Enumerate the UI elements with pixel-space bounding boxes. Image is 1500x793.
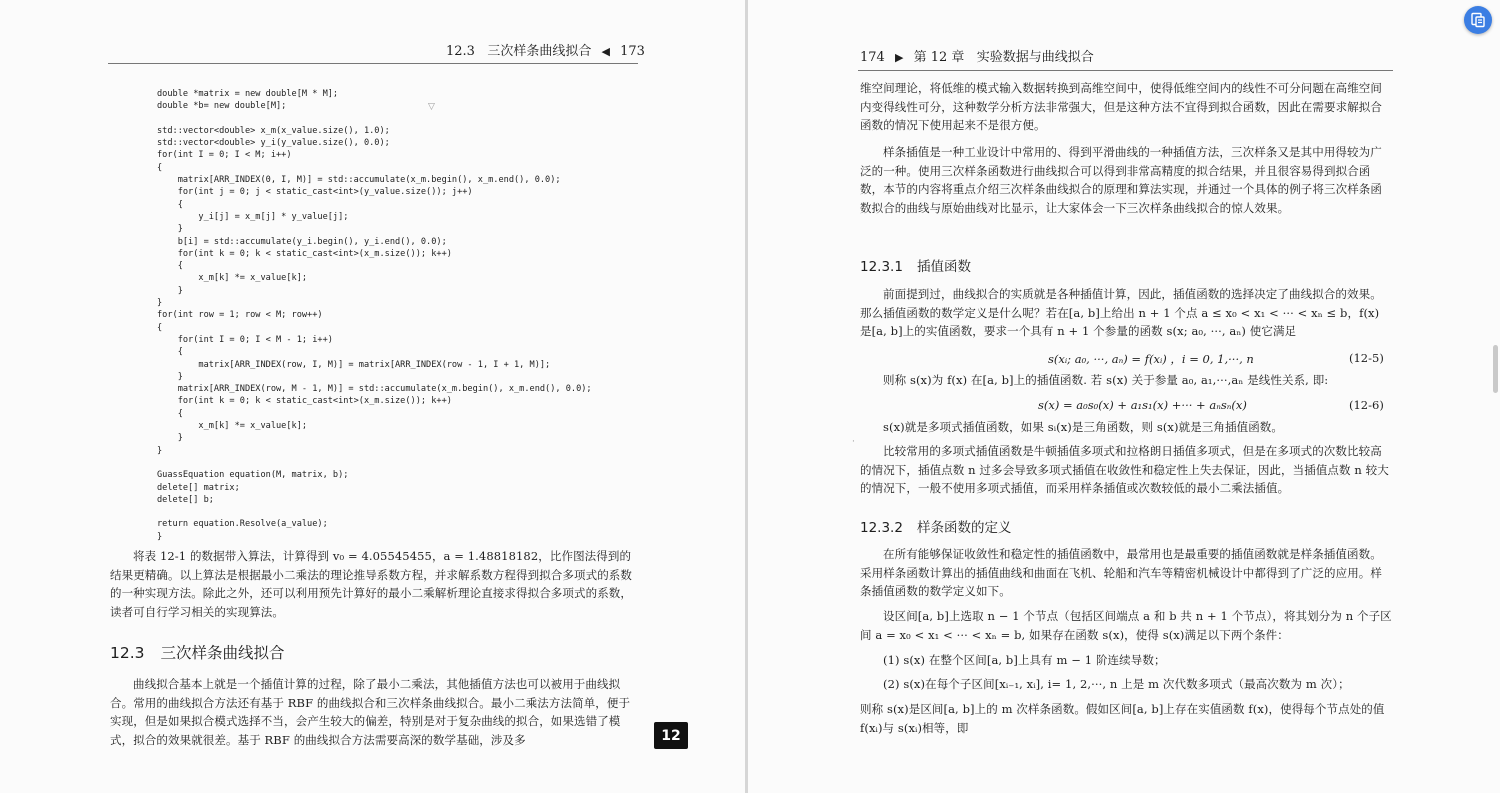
right-para-5 [860, 418, 1392, 437]
running-head-section-title: 三次样条曲线拟合 [487, 44, 592, 59]
right-para-5-text: s(x)就是多项式插值函数，如果 sᵢ(x)是三角函数，则 s(x)就是三角插值函数。 [883, 420, 1284, 434]
subsection-heading-2 [860, 516, 1025, 536]
right-para-4-text: 则称 s(x)为 f(x) 在[a, b]上的插值函数. 若 s(x) 关于参量 a₀, a₁,···,aₙ 是线性关系, 即: [883, 373, 1329, 387]
right-para-2-text: 样条插值是一种工业设计中常用的、得到平滑曲线的一种插值方法，三次样条又是其中用得较为广泛的一种。使用三次样条函数进行曲线拟合可以得到非常高精度的拟合结果，并且很容易得到拟合函数，本节的内容将重点介绍三次样条曲线拟合的原理和算法实现，并通过一个具体的例子将三次样条函数拟合的曲线与原始曲线对比显示，让大家体会一下三次样条曲线拟合的惊人效果。 [860, 145, 1382, 215]
subsection-2-number: 12.3.2 [860, 520, 903, 536]
right-para-9-text: 则称 s(x)是区间[a, b]上的 m 次样条函数。假如区间[a, b]上存在实值函数 f(x)，使得每个节点处的值 f(xᵢ)与 s(xᵢ)相等，即 [860, 702, 1385, 735]
chapter-title: 实验数据与曲线拟合 [976, 50, 1094, 65]
right-para-4 [860, 371, 1392, 390]
condition-2 [860, 675, 1392, 694]
right-para-6-text: 比较常用的多项式插值函数是牛顿插值多项式和拉格朗日插值多项式，但是在多项式的次数比较高的情况下，插值点数 n 过多会导致多项式插值在收敛性和稳定性上失去保证，因此，当插值点数 n 较大的情况下，一般不使用多项式插值，而采用样条插值或次数较低的最小二乘法插值。 [860, 444, 1389, 495]
chapter-label: 第 12 章 [913, 50, 965, 65]
intro-paragraph-text: 曲线拟合基本上就是一个插值计算的过程，除了最小二乘法，其他插值方法也可以被用于曲线拟合。常用的曲线拟合方法还有基于 RBF 的曲线拟合和三次样条曲线拟合。最小二乘法方法简单，便于实现，但是如果拟合模式选择不当，会产生较大的偏差，特别是对于复杂曲线的拟合，如果选错了模式，拟合的效果就很差。基于 RBF 的曲线拟合方法需要高深的数学基础，涉及多 [110, 677, 631, 747]
subsection-2-title: 样条函数的定义 [916, 520, 1012, 536]
left-arrow-icon: ◀ [601, 45, 610, 58]
right-para-3-text: 前面提到过，曲线拟合的实质就是各种插值计算，因此，插值函数的选择决定了曲线拟合的效果。那么插值函数的数学定义是什么呢？若在[a, b]上给出 n + 1 个点 a ≤ x₀ < x₁ < ··· < xₙ ≤ b，f(x) 是[a, b]上的实值函数，要求一个具有 n + 1 个参量的函数 s(x; a₀, ···, aₙ) 使它满足 [860, 287, 1382, 338]
code-listing: double *matrix = new double[M * M]; double *b= new double[M]; std::vector<double> x_m(x_value.size(), 1.0); std::vector<double> y_i(y_value.size(), 0.0); for(int I = 0; I < M; i++) { matrix[ARR_INDEX(0, I, M)] = std::accumulate(x_m.begin(), x_m.end(), 0.0); for(int j = 0; j < static_cast<int>(y_value.size()); j++) { y_i[j] = x_m[j] * y_value[j]; } b[i] = std::accumulate(y_i.begin(), y_i.end(), 0.0); for(int k = 0; k < static_cast<int>(x_m.size()); k++) { x_m[k] *= x_value[k]; } } for(int row = 1; row < M; row++) { for(int I = 0; I < M - 1; i++) { matrix[ARR_INDEX(row, I, M)] = matrix[ARR_INDEX(row - 1, I + 1, M)]; } matrix[ARR_INDEX(row, M - 1, M)] = std::accumulate(x_m.begin(), x_m.end(), 0.0); for(int k = 0; k < static_cast<int>(x_m.size()); k++) { x_m[k] *= x_value[k]; } } GuassEquation equation(M, matrix, b); delete[] matrix; delete[] b; return equation.Resolve(a_value); } [157, 89, 592, 542]
section-heading-number: 12.3 [110, 644, 145, 662]
right-para-9 [860, 700, 1392, 737]
right-para-7 [860, 545, 1392, 601]
result-paragraph [110, 547, 640, 621]
equation-12-6-number: (12-6) [1349, 398, 1384, 412]
scrollbar-handle[interactable] [1493, 345, 1498, 393]
result-paragraph-text: 将表 12-1 的数据带入算法，计算得到 v₀ = 4.05545455，a = 1.48818182，比作图法得到的结果更精确。以上算法是根据最小二乘法的理论推导系数方程，并求解系数方程得到拟合多项式的系数的一种实现方法。除此之外，还可以利用预先计算好的最小二乘解析理论直接求得拟合多项式的系数，读者可自行学习相关的实现算法。 [110, 549, 632, 619]
scan-speck-right: · [852, 437, 855, 447]
chapter-tab: 12 [654, 722, 688, 749]
right-page [748, 0, 1500, 793]
condition-2-text: (2) s(x)在每个子区间[xᵢ₋₁, xᵢ], i= 1, 2,···, n 上是 m 次代数多项式（最高次数为 m 次）； [883, 677, 1350, 691]
section-heading-title: 三次样条曲线拟合 [160, 644, 285, 662]
right-head-rule [858, 70, 1393, 71]
right-page-number: 174 [860, 50, 885, 65]
right-running-head [860, 46, 1094, 65]
page-translate-icon [1470, 12, 1486, 28]
subsection-1-title: 插值函数 [916, 259, 971, 275]
scan-speck: ▽ [428, 102, 435, 112]
equation-12-5-number: (12-5) [1349, 351, 1384, 365]
left-page [0, 0, 746, 793]
right-para-1 [860, 79, 1392, 135]
condition-1-text: (1) s(x) 在整个区间[a, b]上具有 m − 1 阶连续导数； [883, 653, 1166, 667]
right-para-8-text: 设区间[a, b]上选取 n − 1 个节点（包括区间端点 a 和 b 共 n + 1 个节点），将其划分为 n 个子区间 a = x₀ < x₁ < ··· < xₙ = b, 如果存在函数 s(x)，使得 s(x)满足以下两个条件： [860, 609, 1392, 642]
right-para-2 [860, 143, 1392, 217]
page-translate-button[interactable] [1464, 6, 1492, 34]
left-head-rule [108, 63, 638, 64]
equation-12-6: s(x) = a₀s₀(x) + a₁s₁(x) +··· + aₙsₙ(x) [1038, 398, 1247, 412]
right-arrow-icon: ▶ [894, 51, 904, 64]
intro-paragraph [110, 675, 640, 749]
right-para-1-text: 维空间理论，将低维的模式输入数据转换到高维空间中，使得低维空间内的线性不可分问题在高维空间内变得线性可分，这种数学分析方法非常强大，但是这种方法不宜得到拟合函数，因此在需要求解拟合函数的情况下使用起来不是很方便。 [860, 81, 1382, 132]
right-para-6 [860, 442, 1392, 498]
running-head-section-number: 12.3 [446, 44, 475, 59]
left-running-head [446, 40, 645, 59]
subsection-heading-1 [860, 255, 985, 275]
condition-1 [860, 651, 1392, 670]
left-page-number: 173 [620, 44, 645, 59]
subsection-1-number: 12.3.1 [860, 259, 903, 275]
section-heading [110, 641, 285, 663]
equation-12-5: s(xᵢ; a₀, ···, aₙ) = f(xᵢ) ，i = 0, 1,···, n [1048, 352, 1254, 366]
right-para-3 [860, 285, 1392, 341]
right-para-7-text: 在所有能够保证收敛性和稳定性的插值函数中，最常用也是最重要的插值函数就是样条插值函数。采用样条函数计算出的插值曲线和曲面在飞机、轮船和汽车等精密机械设计中都得到了广泛的应用。样条插值函数的数学定义如下。 [860, 547, 1382, 598]
right-para-8 [860, 607, 1392, 644]
